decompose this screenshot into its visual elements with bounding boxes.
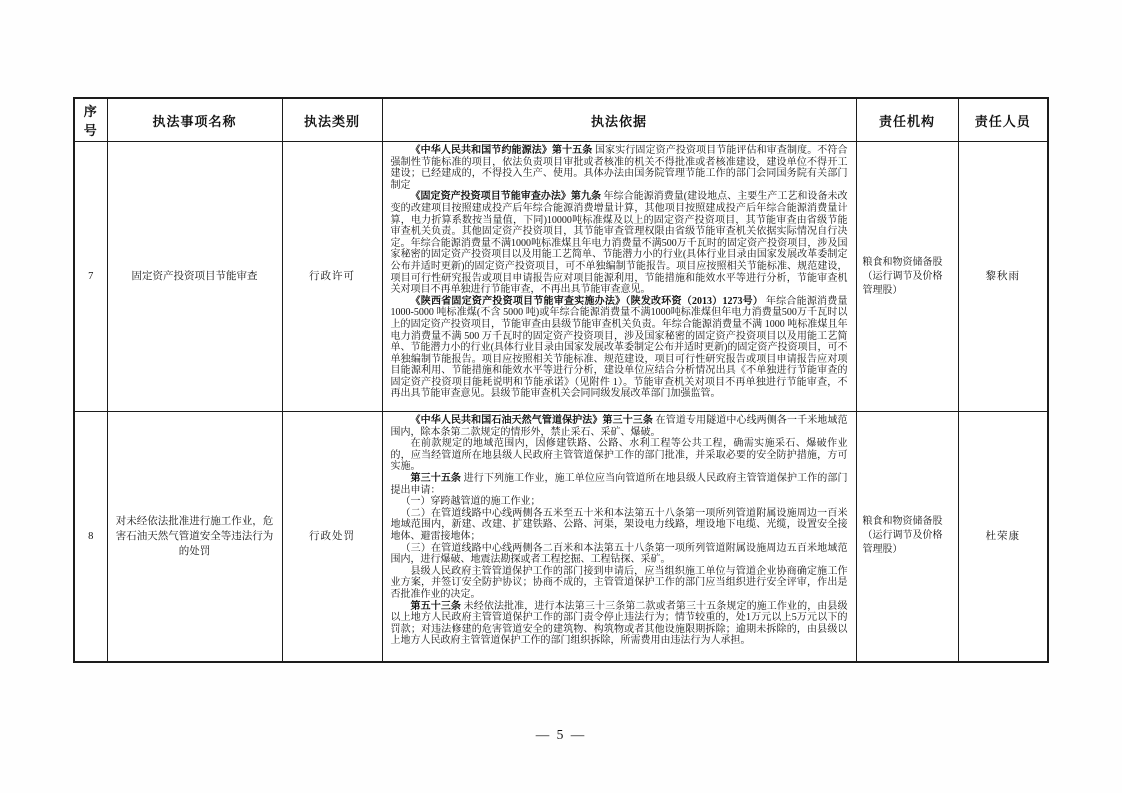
- row-agency: 粮食和物资储备股（运行调节及价格管理股）: [856, 142, 958, 412]
- row-item-name: 固定资产投资项目节能审查: [107, 142, 282, 412]
- basis-paragraph: 第三十五条 进行下列施工作业，施工单位应当向管道所在地县级人民政府主管管道保护工作的部门提出申请：: [390, 472, 848, 496]
- header-person: 责任人员: [958, 98, 1048, 142]
- law-enforcement-table: [73, 97, 1049, 663]
- table-row: [74, 142, 1048, 412]
- basis-paragraph: 《中华人民共和国石油天然气管道保护法》第三十三条 在管道专用隧道中心线两侧各一千米地域范围内，除本条第二款规定的情形外，禁止采石、采矿、爆破。: [390, 415, 848, 438]
- header-basis: 执法依据: [382, 98, 856, 142]
- header-item-name: 执法事项名称: [107, 98, 282, 142]
- header-index: 序号: [74, 98, 107, 142]
- header-category: 执法类别: [282, 98, 382, 142]
- basis-paragraph: （二）在管道线路中心线两侧各五米至五十米和本法第五十八条第一项所列管道附属设施周边一百米地域范围内，新建、改建、扩建铁路、公路、河渠，架设电力线路，埋设地下电缆、光缆，设置安全接地体、避雷接地体；: [390, 507, 848, 542]
- row-index: 7: [74, 142, 107, 412]
- row-category: 行政处罚: [282, 412, 382, 662]
- basis-paragraph: 县级人民政府主管管道保护工作的部门接到申请后，应当组织施工单位与管道企业协商确定施工作业方案，并签订安全防护协议；协商不成的，主管管道保护工作的部门应当组织进行安全评审，作出是否批准作业的决定。: [390, 565, 848, 600]
- basis-paragraph: （一）穿跨越管道的施工作业；: [400, 496, 541, 508]
- table-header-row: [74, 98, 1048, 142]
- row-basis: [382, 142, 856, 412]
- basis-paragraph: 《固定资产投资项目节能审查办法》第九条 年综合能源消费量(建设地点、主要生产工艺和设备未改变的改建项目按照建成投产后年综合能源消费增量计算，其他项目按照建成投产后年综合能源消费量计算，电力折算系数按当量值，下同)10000吨标准煤及以上的固定资产投资项目，其节能审查由省级节能审查机关负责。其他固定资产投资项目，其节能审查管理权限由省级节能审查机关依据实际情况自行决定。年综合能源消费量不满1000吨标准煤且年电力消费量不满500万千瓦时的固定资产投资项目，涉及国家秘密的固定资产投资项目以及用能工艺简单、节能潜力小的行业(具体行业目录由国家发展改革委制定公布并适时更新)的固定资产投资项目，可不单独编制节能报告。项目应按照相关节能标准、规范建设，项目可行性研究报告或项目申请报告应对项目能源利用，节能措施和能效水平等进行分析，节能审查机关对项目不再单独进行节能审查，不再出具节能审查意见。: [390, 191, 848, 296]
- basis-paragraph: 在前款规定的地域范围内，因修建铁路、公路、水利工程等公共工程，确需实施采石、爆破作业的，应当经管道所在地县级人民政府主管管道保护工作的部门批准，并采取必要的安全防护措施，方可实施。: [390, 438, 848, 473]
- page-number: — 5 —: [535, 727, 587, 742]
- basis-paragraph: （三）在管道线路中心线两侧各二百米和本法第五十八条第一项所列管道附属设施周边五百米地域范围内，进行爆破、地震法勘探或者工程挖掘、工程钻探、采矿。: [390, 542, 848, 566]
- row-category: 行政许可: [282, 142, 382, 412]
- basis-paragraph: 《陕西省固定资产投资项目节能审查实施办法》（陕发改环资（2013）1273号） 年综合能源消费量 1000-5000 吨标准煤(不含 5000 吨)或年综合能源消费量不满1000吨标准煤但年电力消费量500万千瓦时以上的固定资产投资项目，节能审查由县级节能审查机关负责。年综合能源消费量不满 1000 吨标准煤且年电力消费量不满 500 万千瓦时的固定资产投资项目，涉及国家秘密的固定资产投资项目以及用能工艺简单、节能潜力小的行业(具体行业目录由国家发展改革委制定公布并适时更新)的固定资产投资项目，可不单独编制节能报告。项目应按照相关节能标准、规范建设，项目可行性研究报告或项目申请报告应对项目能源利用、节能措施和能效水平等进行分析，建设单位应结合分析情况出具《不单独进行节能审查的固定资产投资项目能耗说明和节能承诺》（见附件 1）。节能审查机关对项目不再单独进行节能审查，不再出具节能审查意见。县级节能审查机关会同同级发展改革部门加强监管。: [390, 295, 848, 400]
- table-row: [74, 412, 1048, 662]
- basis-paragraph: 《中华人民共和国节约能源法》第十五条 国家实行固定资产投资项目节能评估和审查制度。不符合强制性节能标准的项目，依法负责项目审批或者核准的机关不得批准或者核准建设，建设单位不得开工建设；已经建成的，不得投入生产、使用。具体办法由国务院管理节能工作的部门会同国务院有关部门制定: [390, 145, 848, 191]
- header-agency: 责任机构: [856, 98, 958, 142]
- row-agency: 粮食和物资储备股（运行调节及价格管理股）: [856, 412, 958, 662]
- basis-paragraph: 第五十三条 未经依法批准，进行本法第三十三条第二款或者第三十五条规定的施工作业的，由县级以上地方人民政府主管管道保护工作的部门责令停止违法行为；情节较重的，处1万元以上5万元以下的罚款；对违法修建的危害管道安全的建筑物、构筑物或者其他设施限期拆除；逾期未拆除的，由县级以上地方人民政府主管管道保护工作的部门组织拆除，所需费用由违法行为人承担。: [390, 600, 848, 647]
- row-person: 黎秋雨: [958, 142, 1048, 412]
- row-index: 8: [74, 412, 107, 662]
- row-person: 杜荣康: [958, 412, 1048, 662]
- row-item-name: 对未经依法批准进行施工作业，危害石油天然气管道安全等违法行为的处罚: [107, 412, 282, 662]
- row-basis: [382, 412, 856, 662]
